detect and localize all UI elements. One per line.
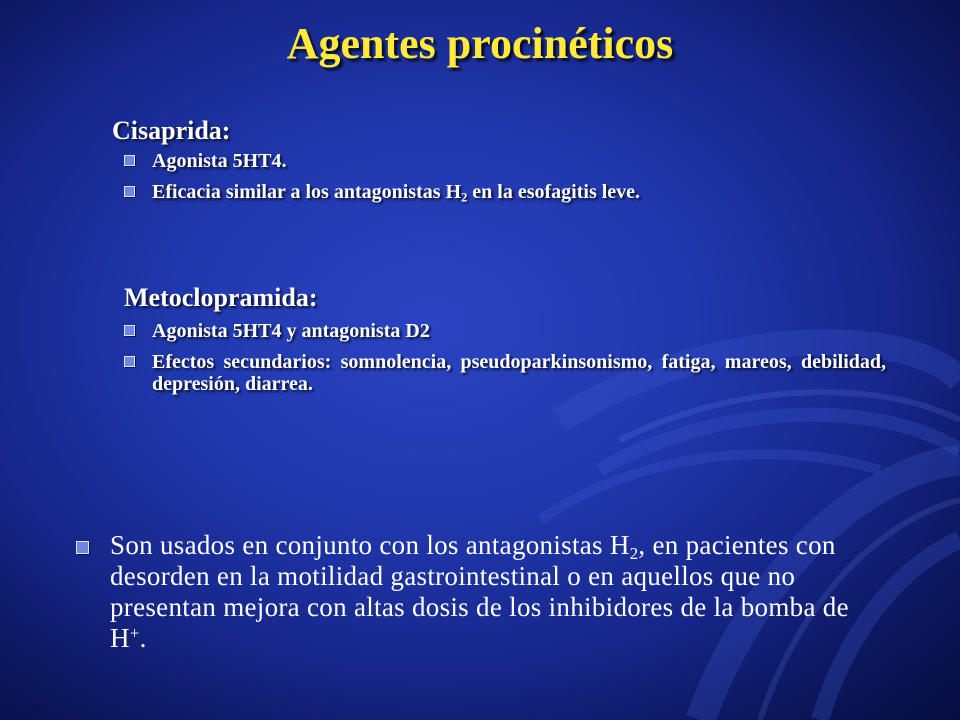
section-heading-metoclopramida: Metoclopramida:: [124, 283, 318, 312]
square-bullet-icon: [124, 155, 135, 166]
list-item: Agonista 5HT4.: [122, 150, 882, 172]
square-bullet-icon: [124, 325, 135, 336]
list-item: Agonista 5HT4 y antagonista D2: [122, 320, 886, 342]
square-bullet-icon: [124, 356, 135, 367]
slide-title: Agentes procinéticos: [286, 19, 674, 68]
section-heading-cisaprida: Cisaprida:: [112, 116, 231, 145]
list-item: Eficacia similar a los antagonistas $H_2$ en la esofagitis leve.: [122, 181, 882, 203]
main-bullet-text: Son usados en conjunto con los antagonistas $H_2$, en pacientes con desorden en la motilidad gastrointestinal o en aquellos que no presentan mejora con altas dosis de los inhibidores de la bomba de H+.: [110, 530, 849, 653]
square-bullet-icon: [76, 541, 89, 554]
main-bullet-item: [76, 530, 866, 654]
list-item: Efectos secundarios: somnolencia, pseudoparkinsonismo, fatiga, mareos, debilidad, depresión, diarrea.: [122, 351, 886, 395]
metoclopramida-list: [122, 320, 886, 404]
cisaprida-list: [122, 150, 882, 212]
square-bullet-icon: [124, 186, 135, 197]
